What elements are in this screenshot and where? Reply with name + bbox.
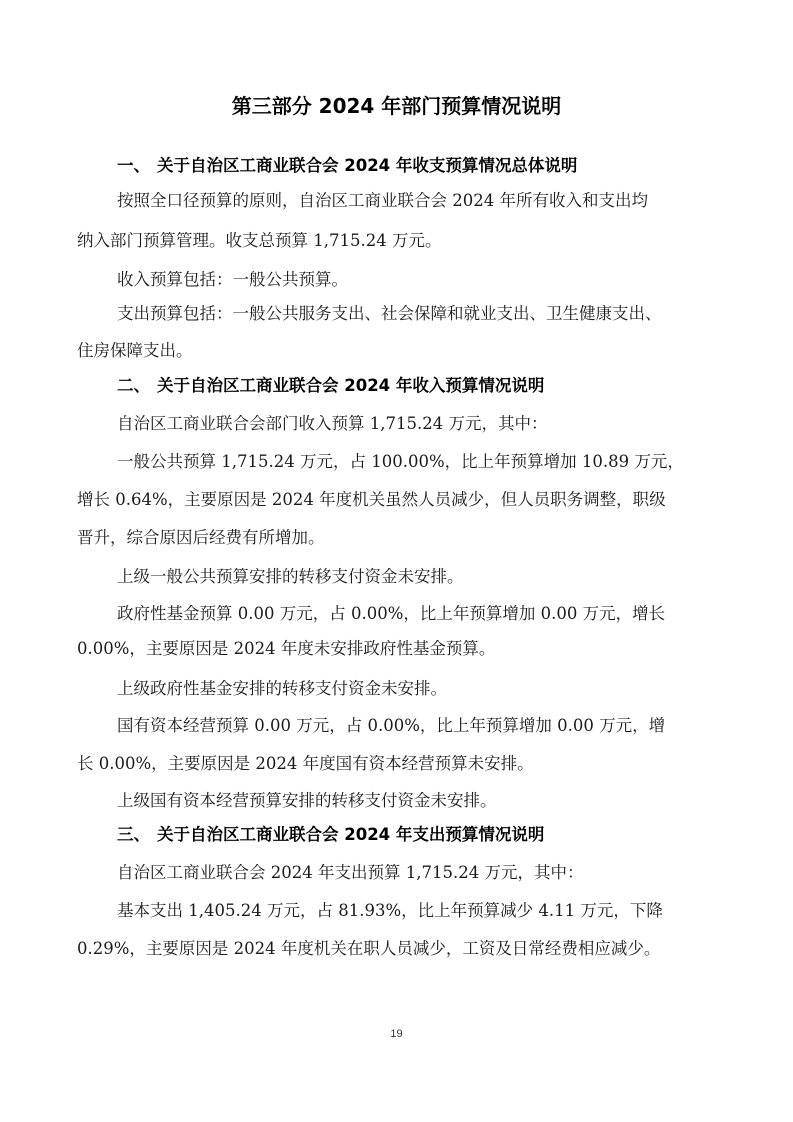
paragraph-line: 支出预算包括：一般公共服务支出、社会保障和就业支出、卫生健康支出、 [117,304,662,323]
section-2-title: 关于自治区工商业联合会 2024 年收入预算情况说明 [157,376,545,395]
paragraph-line: 自治区工商业联合会 2024 年支出预算 1,715.24 万元，其中： [117,863,584,882]
section-1-heading [117,154,577,178]
section-1-title: 关于自治区工商业联合会 2024 年收支预算情况总体说明 [157,156,578,175]
page-number: 19 [390,1028,403,1040]
paragraph-line: 住房保障支出。 [77,341,193,360]
paragraph-line: 上级一般公共预算安排的转移支付资金未安排。 [117,567,464,586]
section-2-number: 二、 [117,376,150,395]
section-2-heading [117,374,544,398]
paragraph-line: 自治区工商业联合会部门收入预算 1,715.24 万元，其中： [117,414,548,433]
paragraph-line: 长 0.00%，主要原因是 2024 年度国有资本经营预算未安排。 [77,754,534,773]
paragraph-line: 国有资本经营预算 0.00 万元，占 0.00%，比上年预算增加 0.00 万元，增 [117,716,666,735]
paragraph-line: 基本支出 1,405.24 万元，占 81.93%，比上年预算减少 4.11 万元，下降 [117,901,663,920]
page-title: 第三部分 2024 年部门预算情况说明 [231,94,562,118]
paragraph-line: 0.00%，主要原因是 2024 年度未安排政府性基金预算。 [77,639,496,658]
section-1-number: 一、 [117,156,150,175]
paragraph-line: 纳入部门预算管理。收支总预算 1,715.24 万元。 [77,231,442,250]
paragraph-line: 收入预算包括：一般公共预算。 [117,270,348,289]
paragraph-line: 按照全口径预算的原则，自治区工商业联合会 2024 年所有收入和支出均 [117,191,648,210]
section-3-number: 三、 [117,825,150,844]
paragraph-line: 一般公共预算 1,715.24 万元，占 100.00%，比上年预算增加 10.89 万元， [117,452,684,471]
paragraph-line: 增长 0.64%，主要原因是 2024 年度机关虽然人员减少，但人员职务调整，职级 [77,490,666,509]
paragraph-line: 政府性基金预算 0.00 万元，占 0.00%，比上年预算增加 0.00 万元，增长 [117,604,666,623]
section-3-heading [117,823,544,847]
section-3-title: 关于自治区工商业联合会 2024 年支出预算情况说明 [157,825,545,844]
paragraph-line: 0.29%，主要原因是 2024 年度机关在职人员减少，工资及日常经费相应减少。 [77,939,661,958]
paragraph-line: 上级政府性基金安排的转移支付资金未安排。 [117,679,447,698]
paragraph-line: 晋升，综合原因后经费有所增加。 [77,528,325,547]
paragraph-line: 上级国有资本经营预算安排的转移支付资金未安排。 [117,791,497,810]
